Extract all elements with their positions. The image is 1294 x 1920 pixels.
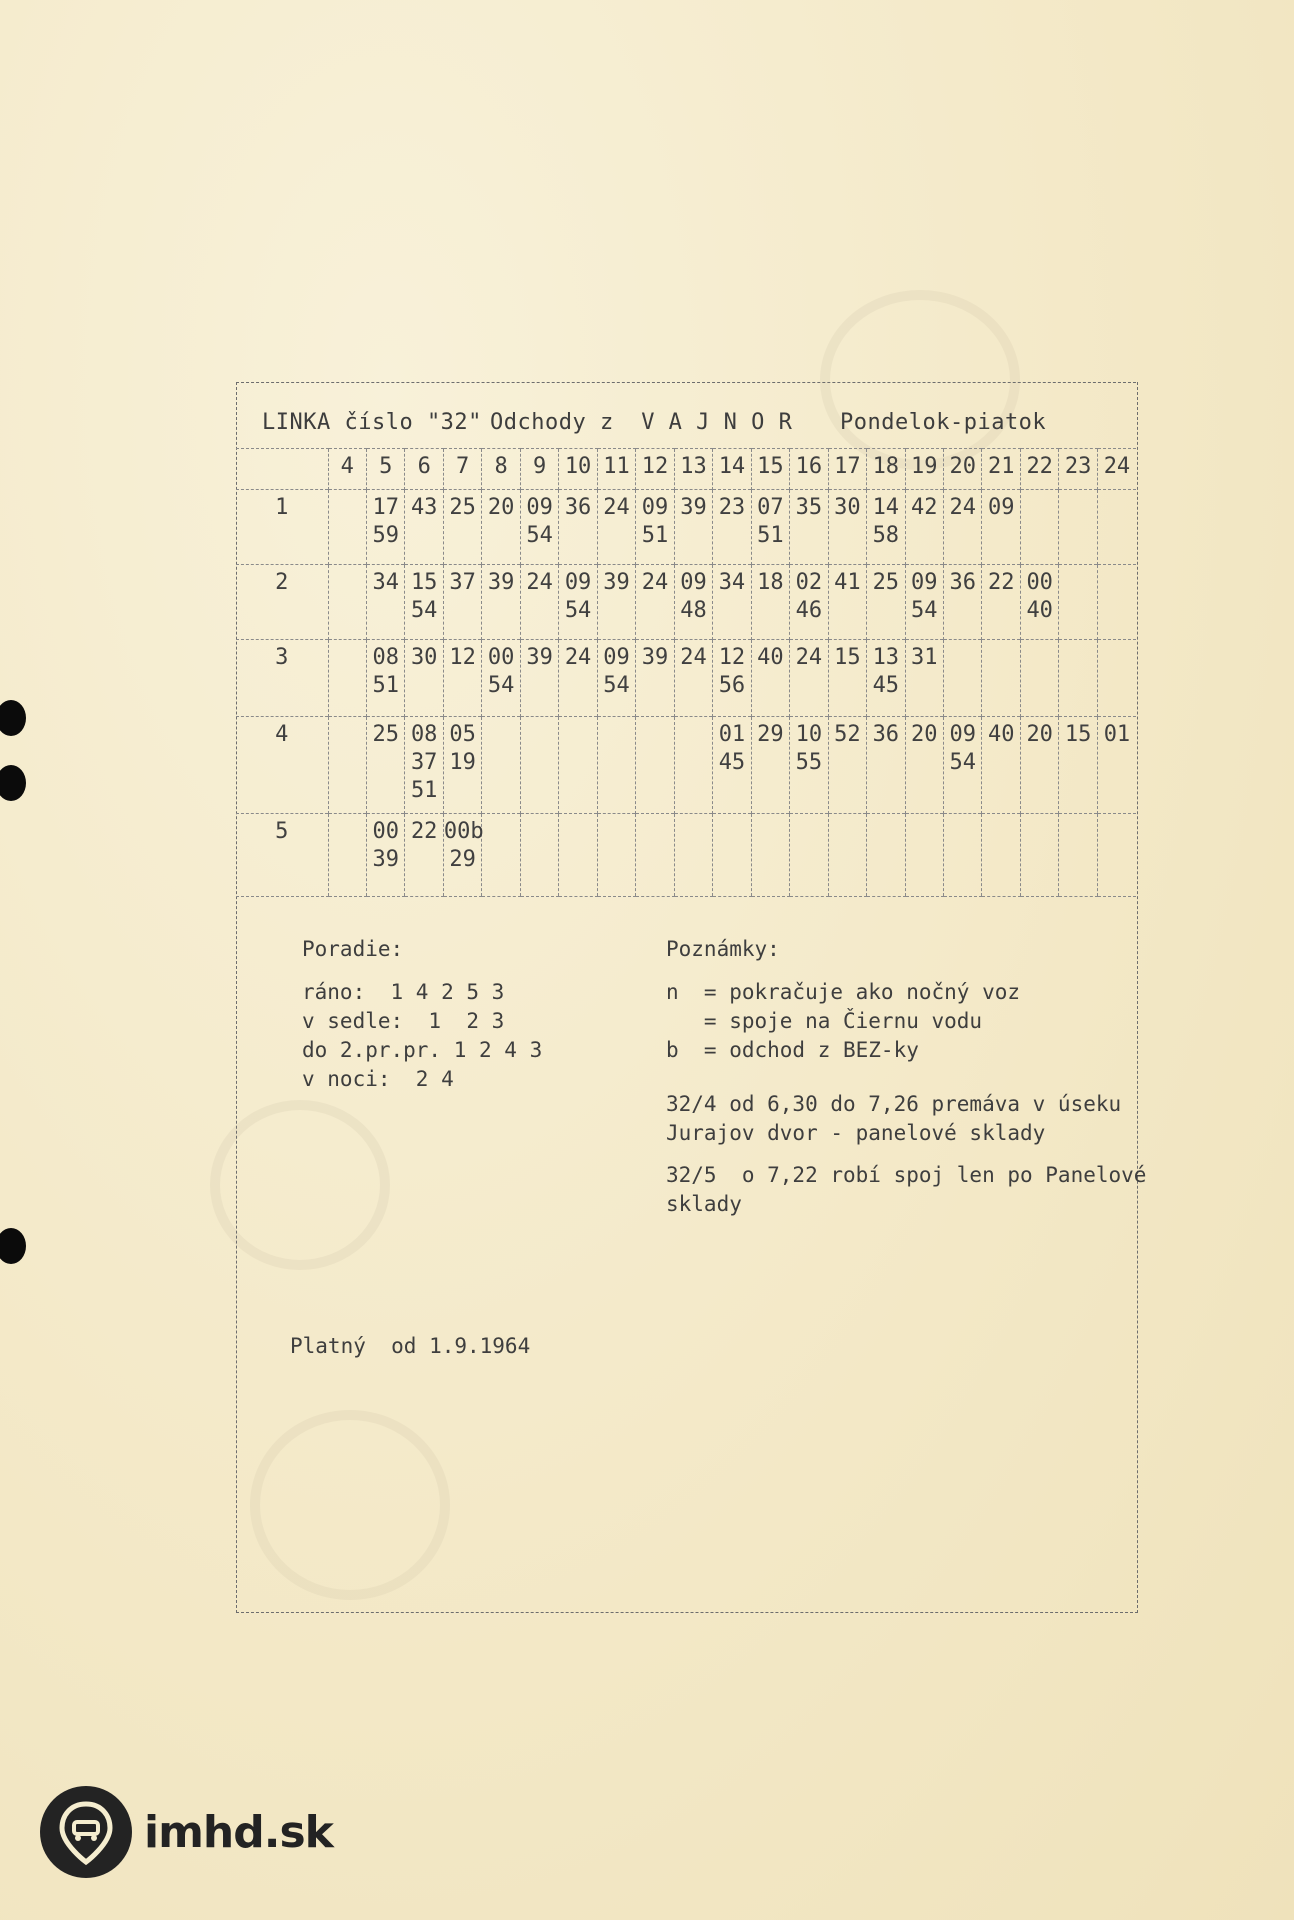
departure-minutes-cell: 52 — [828, 717, 866, 814]
departure-minutes-cell — [328, 490, 366, 565]
departure-minutes-cell: 24 — [790, 640, 828, 717]
departure-minutes-cell: 09 54 — [559, 565, 597, 640]
hour-header-cell: 19 — [905, 449, 943, 490]
departure-minutes-cell: 23 — [713, 490, 751, 565]
departure-minutes-cell: 02 46 — [790, 565, 828, 640]
departure-minutes-cell: 34 — [366, 565, 404, 640]
hour-header-cell: 6 — [405, 449, 443, 490]
departure-minutes-cell: 40 — [751, 640, 789, 717]
departure-minutes-cell: 08 37 51 — [405, 717, 443, 814]
poznamky-title: Poznámky: — [666, 937, 780, 961]
binder-hole — [0, 1228, 26, 1264]
departure-minutes-cell — [828, 814, 866, 897]
departure-minutes-cell: 29 — [751, 717, 789, 814]
logo-text: imhd.sk — [144, 1806, 333, 1858]
timetable — [236, 448, 1136, 897]
hour-header-cell: 4 — [328, 449, 366, 490]
departure-minutes-cell: 35 — [790, 490, 828, 565]
departure-minutes-cell: 36 — [559, 490, 597, 565]
departure-minutes-cell — [674, 717, 712, 814]
departure-minutes-cell: 00 40 — [1020, 565, 1058, 640]
departure-minutes-cell — [559, 717, 597, 814]
departure-minutes-cell — [328, 640, 366, 717]
departure-minutes-cell — [1059, 640, 1097, 717]
header-corner-cell — [236, 449, 328, 490]
vehicle-number-cell: 1 — [236, 490, 328, 565]
departure-minutes-cell — [982, 814, 1020, 897]
timetable-row — [236, 565, 1136, 640]
departure-minutes-cell: 12 — [443, 640, 481, 717]
departure-minutes-cell: 20 — [1020, 717, 1058, 814]
departure-minutes-cell: 25 — [366, 717, 404, 814]
departure-minutes-cell: 25 — [443, 490, 481, 565]
departure-minutes-cell: 09 — [982, 490, 1020, 565]
hour-header-cell: 21 — [982, 449, 1020, 490]
departure-minutes-cell: 39 — [674, 490, 712, 565]
hour-header-cell: 18 — [867, 449, 905, 490]
vehicle-number-cell: 4 — [236, 717, 328, 814]
departure-minutes-cell — [1020, 814, 1058, 897]
hour-header-cell: 23 — [1059, 449, 1097, 490]
poradie-line: ráno: 1 4 2 5 3 — [302, 980, 505, 1004]
poradie-title: Poradie: — [302, 937, 404, 961]
departure-minutes-cell: 07 51 — [751, 490, 789, 565]
timetable-row — [236, 490, 1136, 565]
departure-minutes-cell: 25 — [867, 565, 905, 640]
departure-minutes-cell — [636, 814, 674, 897]
departure-minutes-cell: 08 51 — [366, 640, 404, 717]
departure-minutes-cell: 22 — [982, 565, 1020, 640]
departure-minutes-cell: 39 — [597, 565, 635, 640]
hour-header-cell: 20 — [944, 449, 982, 490]
hour-header-cell: 7 — [443, 449, 481, 490]
departure-minutes-cell — [867, 814, 905, 897]
bus-pin-icon — [40, 1786, 132, 1878]
poznamky-line: b = odchod z BEZ-ky — [666, 1038, 919, 1062]
departure-minutes-cell — [1020, 640, 1058, 717]
departure-minutes-cell: 12 56 — [713, 640, 751, 717]
departure-minutes-cell — [790, 814, 828, 897]
departure-minutes-cell — [674, 814, 712, 897]
poznamky-line: = spoje na Čiernu vodu — [666, 1009, 983, 1033]
departure-minutes-cell: 39 — [636, 640, 674, 717]
departure-minutes-cell: 18 — [751, 565, 789, 640]
hour-header-cell: 10 — [559, 449, 597, 490]
departure-minutes-cell: 09 54 — [520, 490, 558, 565]
hour-header-cell: 11 — [597, 449, 635, 490]
vehicle-number-cell: 3 — [236, 640, 328, 717]
departure-minutes-cell — [482, 814, 520, 897]
departure-minutes-cell: 39 — [520, 640, 558, 717]
hour-header-cell: 14 — [713, 449, 751, 490]
departure-minutes-cell: 24 — [520, 565, 558, 640]
departure-minutes-cell — [1020, 490, 1058, 565]
departure-minutes-cell: 39 — [482, 565, 520, 640]
departure-minutes-cell: 36 — [867, 717, 905, 814]
hour-header-cell: 12 — [636, 449, 674, 490]
departure-minutes-cell — [1059, 565, 1097, 640]
departures-title: Odchody z V A J N O R — [490, 410, 793, 435]
departure-minutes-cell: 20 — [905, 717, 943, 814]
days-title: Pondelok-piatok — [840, 410, 1047, 435]
departure-minutes-cell: 05 19 — [443, 717, 481, 814]
timetable-row — [236, 814, 1136, 897]
line-title: LINKA číslo "32" — [262, 410, 482, 435]
departure-minutes-cell: 13 45 — [867, 640, 905, 717]
departure-minutes-cell: 43 — [405, 490, 443, 565]
vehicle-number-cell: 2 — [236, 565, 328, 640]
departure-minutes-cell: 22 — [405, 814, 443, 897]
validity-date: Platný od 1.9.1964 — [290, 1334, 531, 1358]
hour-header-cell: 22 — [1020, 449, 1058, 490]
departure-minutes-cell — [944, 640, 982, 717]
departure-minutes-cell: 09 54 — [905, 565, 943, 640]
departure-minutes-cell: 24 — [559, 640, 597, 717]
imhd-logo — [40, 1786, 333, 1878]
departure-minutes-cell: 40 — [982, 717, 1020, 814]
hour-header-cell: 13 — [674, 449, 712, 490]
departure-minutes-cell: 00 39 — [366, 814, 404, 897]
departure-minutes-cell: 31 — [905, 640, 943, 717]
departure-minutes-cell — [520, 814, 558, 897]
departure-minutes-cell — [1097, 565, 1136, 640]
departure-minutes-cell — [597, 717, 635, 814]
departure-minutes-cell — [636, 717, 674, 814]
hour-header-cell: 8 — [482, 449, 520, 490]
departure-minutes-cell: 37 — [443, 565, 481, 640]
poznamky-line: n = pokračuje ako nočný voz — [666, 980, 1021, 1004]
departure-minutes-cell: 36 — [944, 565, 982, 640]
poznamky-note-32-5: 32/5 o 7,22 robí spoj len po Panelové sklady — [666, 1163, 1147, 1216]
departure-minutes-cell: 20 — [482, 490, 520, 565]
departure-minutes-cell: 00b 29 — [443, 814, 481, 897]
hour-header-cell: 15 — [751, 449, 789, 490]
departure-minutes-cell: 15 — [1059, 717, 1097, 814]
departure-minutes-cell — [944, 814, 982, 897]
departure-minutes-cell: 30 — [828, 490, 866, 565]
departure-minutes-cell: 42 — [905, 490, 943, 565]
departure-minutes-cell — [713, 814, 751, 897]
departure-minutes-cell — [1097, 640, 1136, 717]
departure-minutes-cell — [905, 814, 943, 897]
departure-minutes-cell: 09 54 — [944, 717, 982, 814]
departure-minutes-cell — [1059, 490, 1097, 565]
departure-minutes-cell: 09 54 — [597, 640, 635, 717]
hour-header-cell: 16 — [790, 449, 828, 490]
departure-minutes-cell — [1097, 490, 1136, 565]
departure-minutes-cell: 09 48 — [674, 565, 712, 640]
departure-minutes-cell — [597, 814, 635, 897]
hour-header-cell: 9 — [520, 449, 558, 490]
departure-minutes-cell — [520, 717, 558, 814]
departure-minutes-cell — [982, 640, 1020, 717]
hour-header-cell: 17 — [828, 449, 866, 490]
departure-minutes-cell: 14 58 — [867, 490, 905, 565]
departure-minutes-cell: 01 45 — [713, 717, 751, 814]
departure-minutes-cell — [1059, 814, 1097, 897]
departure-minutes-cell: 00 54 — [482, 640, 520, 717]
timetable-row — [236, 640, 1136, 717]
departure-minutes-cell: 09 51 — [636, 490, 674, 565]
departure-minutes-cell — [328, 717, 366, 814]
departure-minutes-cell: 17 59 — [366, 490, 404, 565]
hour-header-cell: 5 — [366, 449, 404, 490]
binder-hole — [0, 700, 26, 736]
vehicle-number-cell: 5 — [236, 814, 328, 897]
departure-minutes-cell — [559, 814, 597, 897]
departure-minutes-cell: 24 — [674, 640, 712, 717]
hours-header-row — [236, 449, 1136, 490]
departure-minutes-cell — [751, 814, 789, 897]
poradie-line: v noci: 2 4 — [302, 1067, 454, 1091]
poradie-line: v sedle: 1 2 3 — [302, 1009, 505, 1033]
departure-minutes-cell: 15 — [828, 640, 866, 717]
binder-hole — [0, 765, 26, 801]
poznamky-note-32-4: 32/4 od 6,30 do 7,26 premáva v úseku Jurajov dvor - panelové sklady — [666, 1092, 1122, 1145]
departure-minutes-cell: 24 — [636, 565, 674, 640]
poradie-line: do 2.pr.pr. 1 2 4 3 — [302, 1038, 543, 1062]
departure-minutes-cell: 34 — [713, 565, 751, 640]
departure-minutes-cell: 41 — [828, 565, 866, 640]
departure-minutes-cell: 24 — [944, 490, 982, 565]
departure-minutes-cell: 24 — [597, 490, 635, 565]
timetable-row — [236, 717, 1136, 814]
departure-minutes-cell — [1097, 814, 1136, 897]
departure-minutes-cell: 01 — [1097, 717, 1136, 814]
departure-minutes-cell: 30 — [405, 640, 443, 717]
departure-minutes-cell: 15 54 — [405, 565, 443, 640]
departure-minutes-cell — [328, 814, 366, 897]
hour-header-cell: 24 — [1097, 449, 1136, 490]
departure-minutes-cell: 10 55 — [790, 717, 828, 814]
departure-minutes-cell — [328, 565, 366, 640]
departure-minutes-cell — [482, 717, 520, 814]
